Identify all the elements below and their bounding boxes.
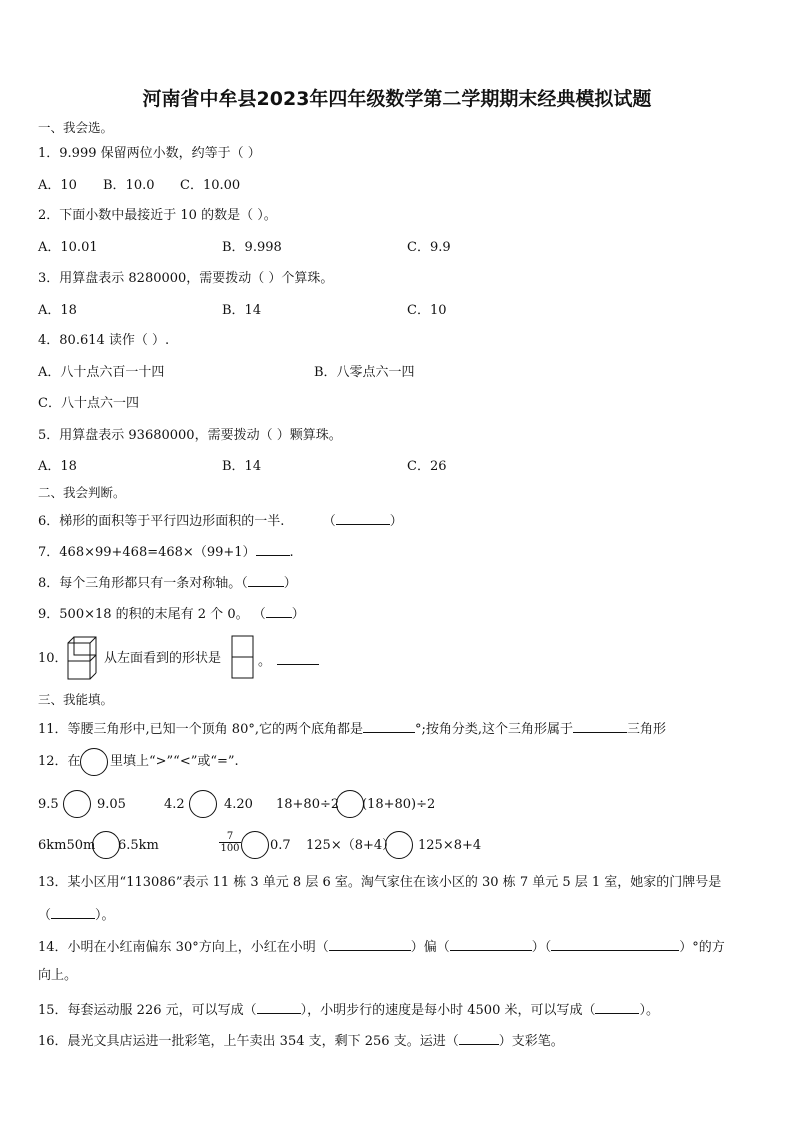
compare-right-4: 6.5km	[118, 838, 159, 853]
q5-option-b: B．14	[222, 459, 262, 474]
q7-answer-blank[interactable]	[256, 541, 290, 556]
compare-circle-1[interactable]	[63, 790, 91, 818]
q15-p3: ）。	[639, 1003, 659, 1018]
question-15	[38, 999, 659, 1020]
q12-pre: 12．在	[38, 754, 81, 769]
q9-text: 9．500×18 的积的末尾有 2 个 0。 （	[38, 607, 266, 622]
question-11	[38, 718, 666, 739]
q1-option-c: C．10.00	[180, 178, 241, 193]
q13-line2	[38, 904, 115, 925]
q16-p2: ）支彩笔。	[498, 1034, 564, 1049]
q10-answer-blank[interactable]	[277, 650, 319, 665]
compare-circle-4[interactable]	[92, 831, 120, 859]
q16-answer-blank[interactable]	[459, 1030, 499, 1045]
q16-text: 16．晨光文具店运进一批彩笔，上午卖出 354 支，剩下 256 支。运进（	[38, 1034, 459, 1049]
compare-left-4: 6km50m	[38, 838, 96, 853]
q2-option-c: C．9.9	[407, 240, 451, 255]
q10-period: 。	[258, 654, 272, 669]
q8-end: ）	[283, 576, 297, 591]
q6-paren-close: ）	[389, 514, 403, 529]
q10-number: 10．	[38, 651, 68, 666]
compare-circle-2[interactable]	[189, 790, 217, 818]
q11-blank-1[interactable]	[363, 718, 415, 733]
q14-p4: ）°的方	[679, 940, 725, 955]
q6-answer-blank[interactable]	[336, 510, 390, 525]
q1-option-a: A．10	[38, 178, 77, 193]
question-2: 2．下面小数中最接近于 10 的数是（ ）。	[38, 208, 277, 223]
q6-paren-open: （	[322, 514, 336, 529]
compare-left-3: 18+80÷2	[276, 797, 340, 812]
q9-end: ）	[291, 607, 305, 622]
q9-answer-blank[interactable]	[266, 603, 292, 618]
compare-circle-6[interactable]	[385, 831, 413, 859]
q13-paren-close: ）。	[95, 908, 115, 923]
q15-blank-1[interactable]	[257, 999, 301, 1014]
compare-left-6: 125×（8+4）	[306, 838, 396, 853]
q14-blank-2[interactable]	[450, 936, 532, 951]
compare-circle-5[interactable]	[241, 831, 269, 859]
question-1: 1．9.999 保留两位小数，约等于（ ）	[38, 146, 261, 161]
compare-left-2: 4.2	[164, 797, 185, 812]
q7-end: .	[289, 545, 294, 560]
q8-answer-blank[interactable]	[248, 572, 284, 587]
question-3: 3．用算盘表示 8280000，需要拨动（ ）个算珠。	[38, 271, 334, 286]
question-13: 13．某小区用“113086”表示 11 栋 3 单元 8 层 6 室。淘气家住在该小区的 30 栋 7 单元 5 层 1 室，她家的门牌号是	[38, 875, 722, 890]
q4-option-c: C．八十点六一四	[38, 396, 139, 411]
q6-text: 6．梯形的面积等于平行四边形面积的一半.	[38, 514, 285, 529]
compare-right-6: 125×8+4	[418, 838, 482, 853]
q14-p3: ）（	[531, 940, 552, 955]
q15-text: 15．每套运动服 226 元，可以写成（	[38, 1003, 257, 1018]
section-heading-3: 三、我能填。	[38, 692, 114, 707]
q14-line2: 向上。	[38, 968, 78, 983]
q13-answer-blank[interactable]	[51, 904, 95, 919]
compare-right-5: 0.7	[270, 838, 291, 853]
q13-paren-open: （	[38, 908, 52, 923]
compare-circle-example	[80, 748, 108, 776]
q14-text: 14．小明在小红南偏东 30°方向上，小红在小明（	[38, 940, 329, 955]
compare-right-2: 4.20	[224, 797, 253, 812]
q14-p2: ）偏（	[410, 940, 450, 955]
q11-blank-2[interactable]	[573, 718, 627, 733]
q4-option-b: B．八零点六一四	[314, 365, 415, 380]
question-8	[38, 572, 297, 593]
q2-option-b: B．9.998	[222, 240, 282, 255]
section-heading-1: 一、我会选。	[38, 120, 114, 135]
q15-p2: ），小明步行的速度是每小时 4500 米，可以写成（	[300, 1003, 596, 1018]
question-4: 4．80.614 读作（ ）.	[38, 333, 170, 348]
compare-right-1: 9.05	[97, 797, 126, 812]
q5-option-a: A．18	[38, 459, 77, 474]
cube-stack-figure	[64, 633, 102, 683]
q12-post: 里填上“>”“<”或“=”.	[110, 754, 239, 769]
q11-mid: °;按角分类,这个三角形属于	[414, 722, 573, 737]
fraction-denominator: 100	[220, 843, 240, 854]
compare-right-3: (18+80)÷2	[362, 797, 436, 812]
left-view-figure	[231, 635, 255, 681]
q3-option-c: C．10	[407, 303, 447, 318]
page-title: 河南省中牟县2023年四年级数学第二学期期末经典模拟试题	[142, 88, 652, 110]
question-6	[38, 510, 403, 531]
fraction-numerator: 7	[226, 831, 234, 842]
compare-left-1: 9.5	[38, 797, 59, 812]
q10-end	[258, 650, 319, 671]
question-7	[38, 541, 294, 562]
q10-text: 从左面看到的形状是	[104, 651, 222, 666]
q8-text: 8．每个三角形都只有一条对称轴。（	[38, 576, 248, 591]
q7-text: 7．468×99+468=468×（99+1）	[38, 545, 256, 560]
q14-blank-1[interactable]	[329, 936, 411, 951]
q14-blank-3[interactable]	[551, 936, 679, 951]
q2-option-a: A．10.01	[38, 240, 98, 255]
q5-option-c: C．26	[407, 459, 447, 474]
q3-option-b: B．14	[222, 303, 262, 318]
q3-option-a: A．18	[38, 303, 77, 318]
compare-circle-3[interactable]	[336, 790, 364, 818]
fraction-7-100	[219, 831, 241, 854]
q11-text: 11．等腰三角形中,已知一个顶角 80°,它的两个底角都是	[38, 722, 363, 737]
section-heading-2: 二、我会判断。	[38, 485, 126, 500]
q4-option-a: A．八十点六百一十四	[38, 365, 165, 380]
q11-end: 三角形	[627, 722, 667, 737]
question-9	[38, 603, 305, 624]
q1-option-b: B．10.0	[103, 178, 155, 193]
q15-blank-2[interactable]	[595, 999, 639, 1014]
question-5: 5．用算盘表示 93680000，需要拨动（ ）颗算珠。	[38, 428, 342, 443]
question-14	[38, 936, 725, 957]
question-16	[38, 1030, 564, 1051]
